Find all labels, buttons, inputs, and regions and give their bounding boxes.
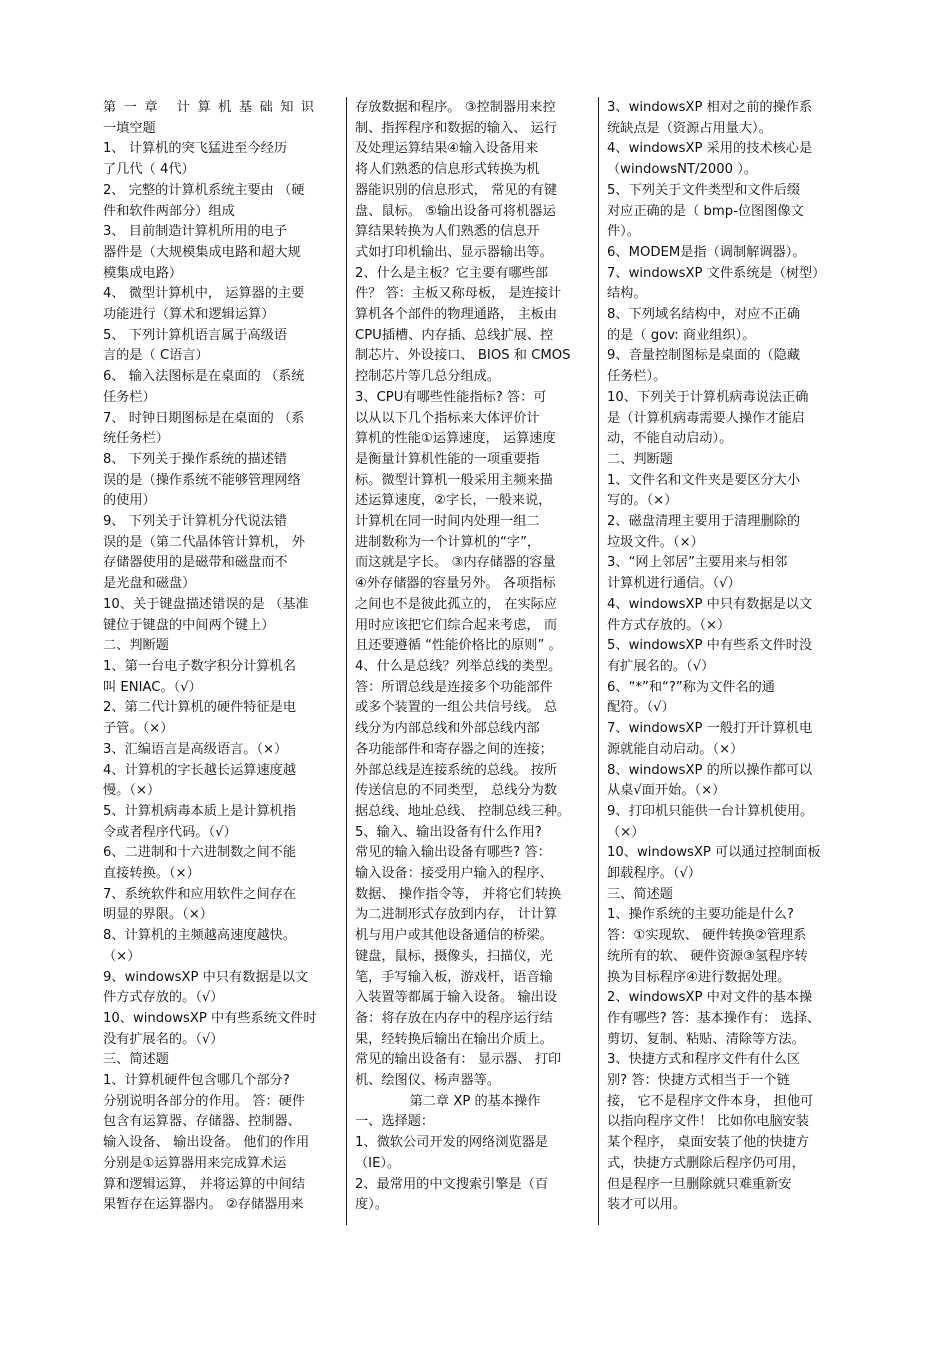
text-line: 卸载程序。（√） xyxy=(607,866,702,882)
text-line: 6、 输入法图标是在桌面的 （系统 xyxy=(103,369,305,385)
text-line: 7、windowsXP 一般打开计算机电 xyxy=(607,721,813,737)
text-line: 的是（ gov: 商业组织）。 xyxy=(607,327,756,343)
text-line: 2、第二代计算机的硬件特征是电 xyxy=(103,700,297,716)
text-line: 机、绘图仪、杨声器等。 xyxy=(355,1073,501,1089)
text-line: 是光盘和磁盘） xyxy=(103,576,196,592)
text-line: 式，快捷方式删除后程序仍可用， xyxy=(607,1155,805,1171)
text-line: 配符。（√） xyxy=(607,700,675,716)
text-line: 子管。（×） xyxy=(103,721,174,737)
text-line: 4、windowsXP 采用的技术核心是 xyxy=(607,141,813,157)
text-line: 8、windowsXP 的所以操作都可以 xyxy=(607,762,813,778)
text-line: 10、windowsXP 可以通过控制面板 xyxy=(607,845,821,861)
text-line: 三、简述题 xyxy=(607,886,673,902)
text-line: 但是程序一旦删除就只难重新安 xyxy=(607,1176,792,1192)
text-line: 8、下列域名结构中，对应不正确 xyxy=(607,307,801,323)
text-line: 各功能部件和寄存器之间的连接； xyxy=(355,741,553,757)
text-line: 器件是（大规模集成电路和超大规 xyxy=(103,244,301,260)
text-line: 装才可以用。 xyxy=(607,1197,687,1213)
text-line: 直接转换。（×） xyxy=(103,866,200,882)
text-line: 10、下列关于计算机病毒说法正确 xyxy=(607,389,809,405)
text-line: 果暂存在运算器内。 ②存储器用来 xyxy=(103,1197,304,1213)
text-line: 第一章 计算机基础知识 xyxy=(103,100,322,115)
text-line: 误的是（操作系统不能够管理网络 xyxy=(103,472,301,488)
text-line: 5、 下列计算机语言属于高级语 xyxy=(103,327,288,343)
text-line: 以指向程序文件！ 比如你电脑安装 xyxy=(607,1114,810,1130)
text-line: 4、 微型计算机中， 运算器的主要 xyxy=(103,286,305,302)
text-line: 误的是（第二代晶体管计算机， 外 xyxy=(103,534,306,550)
text-line: 答：所谓总线是连接多个功能部件 xyxy=(355,679,553,695)
text-line: 结构。 xyxy=(607,286,647,302)
text-line: 9、音量控制图标是桌面的（隐藏 xyxy=(607,348,801,364)
text-line: 之间也不是彼此孤立的， 在实际应 xyxy=(355,596,558,612)
text-line: 8、 下列关于操作系统的描述错 xyxy=(103,451,288,467)
text-line: CPU插槽、内存插、总线扩展、控 xyxy=(355,327,554,343)
text-line: 3、CPU有哪些性能指标? 答：可 xyxy=(355,389,547,405)
text-line: 4、计算机的字长越长运算速度越 xyxy=(103,762,297,778)
text-line: 笔，手写输入板，游戏杆，语音输 xyxy=(355,969,553,985)
text-line: 键盘，鼠标，摄像头，扫描仪，光 xyxy=(355,948,553,964)
text-line: 第二章 XP 的基本操作 xyxy=(409,1093,541,1109)
text-line: 一、选择题： xyxy=(355,1114,435,1130)
text-line: 令或者程序代码。（√） xyxy=(103,824,237,840)
text-line: 二、判断题 xyxy=(103,638,169,654)
text-column-3 xyxy=(607,98,841,1216)
text-line: 1、操作系统的主要功能是什么? xyxy=(607,907,794,923)
text-line: 或多个装置的一组公共信号线。 总 xyxy=(355,700,558,716)
text-line: 件和软件两部分）组成 xyxy=(103,203,235,219)
text-line: 度）。 xyxy=(355,1197,388,1213)
text-line: 10、windowsXP 中有些系统文件时 xyxy=(103,1010,317,1026)
text-line: 是（计算机病毒需要人操作才能启 xyxy=(607,410,805,426)
text-line: 存放数据和程序。 ③控制器用来控 xyxy=(355,100,556,115)
text-line: 件方式存放的。（×） xyxy=(607,617,731,633)
text-line: 标。微型计算机一般采用主频来描 xyxy=(355,472,553,488)
text-line: （IE）。 xyxy=(355,1155,401,1171)
text-line: 用时应该把它们综合起来考虑， 而 xyxy=(355,617,558,633)
text-line: 统所有的软、 硬件资源③氢程序转 xyxy=(607,948,808,964)
text-line: 1、微软公司开发的网络浏览器是 xyxy=(355,1135,549,1151)
text-line: 9、 下列关于计算机分代说法错 xyxy=(103,514,288,530)
text-line: 有扩展名的。（√） xyxy=(607,658,715,674)
text-line: 存储器使用的是磁带和磁盘而不 xyxy=(103,555,288,571)
text-line: 某个程序， 桌面安装了他的快捷方 xyxy=(607,1135,810,1151)
text-line: 分别是①运算器用来完成算术运 xyxy=(103,1155,287,1171)
text-line: 答：①实现软、 硬件转换②管理系 xyxy=(607,928,807,944)
text-line: 而这就是字长。 ③内存储器的容量 xyxy=(355,555,556,571)
text-line: 统任务栏） xyxy=(103,431,169,447)
text-line: 1、第一台电子数字积分计算机名 xyxy=(103,658,297,674)
text-line: 3、“网上邻居”主要用来与相邻 xyxy=(607,555,788,571)
text-line: 算机各个部件的物理通路， 主板由 xyxy=(355,307,558,323)
text-line: 及处理运算结果④输入设备用来 xyxy=(355,141,539,157)
text-line: 以从以下几个指标来大体评价计 xyxy=(355,410,540,426)
text-column-1 xyxy=(103,98,339,1216)
text-line: 常见的输入输出设备有哪些? 答： xyxy=(355,845,551,861)
text-line: 据总线、地址总线、 控制总线三种。 xyxy=(355,803,571,819)
text-line: 件）。 xyxy=(607,224,640,240)
text-line: 8、计算机的主频越高速度越快。 xyxy=(103,928,297,944)
text-line: 2、什么是主板？它主要有哪些部 xyxy=(355,265,549,281)
text-line: 进制数称为一个计算机的“字”， xyxy=(355,534,541,550)
text-line: 3、汇编语言是高级语言。（×） xyxy=(103,741,288,757)
text-line: 数据、 操作指令等， 并将它们转换 xyxy=(355,886,562,902)
text-line: 剪切、复制、粘贴、清除等方法。 xyxy=(607,1031,805,1047)
text-line: 任务栏）。 xyxy=(607,369,667,385)
text-line: 外部总线是连接系统的总线。 按所 xyxy=(355,762,558,778)
text-line: 计算机进行通信。（√） xyxy=(607,576,741,592)
text-line: 功能进行（算术和逻辑运算） xyxy=(103,307,275,323)
text-line: ④外存储器的容量另外。 各项指标 xyxy=(355,576,556,592)
text-line: 模集成电路） xyxy=(103,265,183,281)
text-line: 3、 目前制造计算机所用的电子 xyxy=(103,224,288,240)
text-line: 3、windowsXP 相对之前的操作系 xyxy=(607,100,813,115)
text-line: 4、什么是总线？列举总线的类型。 xyxy=(355,658,562,674)
text-line: 7、系统软件和应用软件之间存在 xyxy=(103,886,297,902)
text-line: 5、计算机病毒本质上是计算机指 xyxy=(103,803,297,819)
text-line: 述运算速度，②字长，一般来说， xyxy=(355,493,552,509)
text-line: 盘、鼠标。 ⑤输出设备可将机器运 xyxy=(355,203,556,219)
text-line: 1、文件名和文件夹是要区分大小 xyxy=(607,472,801,488)
text-line: 1、 计算机的突飞猛进至今经历 xyxy=(103,141,288,157)
text-line: 2、最常用的中文搜索引擎是（百 xyxy=(355,1176,549,1192)
text-line: 2、磁盘清理主要用于清理删除的 xyxy=(607,514,801,530)
text-line: 慢。（×） xyxy=(103,783,161,799)
text-line: 包含有运算器、存储器、控制器、 xyxy=(103,1114,301,1130)
column-divider-1 xyxy=(346,97,347,1225)
text-line: （×） xyxy=(103,948,141,964)
text-line: 了几代（ 4代） xyxy=(103,162,195,178)
text-line: 6、MODEM是指（调制解调器）。 xyxy=(607,244,806,260)
text-line: 垃圾文件。（×） xyxy=(607,534,704,550)
text-line: 源就能自动启动。（×） xyxy=(607,741,744,757)
text-line: 写的。（×） xyxy=(607,493,678,509)
text-line: 任务栏） xyxy=(103,389,156,405)
text-line: 传送信息的不同类型， 总线分为数 xyxy=(355,783,558,799)
text-line: 别? 答：快捷方式相当于一个链 xyxy=(607,1073,790,1089)
text-line: 2、 完整的计算机系统主要由 （硬 xyxy=(103,182,305,198)
text-line: 件方式存放的。（√） xyxy=(103,990,224,1006)
text-line: 6、“*”和“?”称为文件名的通 xyxy=(607,679,775,695)
text-line: 10、关于键盘描述错误的是 （基准 xyxy=(103,596,309,612)
text-line: 算结果转换为人们熟悉的信息开 xyxy=(355,224,540,240)
text-line: 对应正确的是（ bmp-位图图像文 xyxy=(607,203,804,219)
text-line: 且还要遵循 “性能价格比的原则” 。 xyxy=(355,638,562,654)
text-line: 线分为内部总线和外部总线内部 xyxy=(355,721,540,737)
text-line: 器能识别的信息形式， 常见的有键 xyxy=(355,182,558,198)
text-line: 接， 它不是程序文件本身， 担他可 xyxy=(607,1093,814,1109)
text-line: 果，经转换后输出在输出介质上。 xyxy=(355,1031,553,1047)
text-line: 3、快捷方式和程序文件有什么区 xyxy=(607,1052,801,1068)
text-line: 换为目标程序④进行数据处理。 xyxy=(607,969,791,985)
text-line: 统缺点是（资源占用量大）。 xyxy=(607,120,772,136)
text-line: 5、输入、输出设备有什么作用? xyxy=(355,824,542,840)
text-line: 常见的输出设备有： 显示器、 打印 xyxy=(355,1052,562,1068)
text-line: 机与用户或其他设备通信的桥梁。 xyxy=(355,928,553,944)
text-line: 分别说明各部分的作用。 答：硬件 xyxy=(103,1093,306,1109)
text-line: 2、windowsXP 中对文件的基本操 xyxy=(607,990,813,1006)
text-line: 7、 时钟日期图标是在桌面的 （系 xyxy=(103,410,305,426)
text-line: 的使用） xyxy=(103,493,156,509)
text-line: 9、windowsXP 中只有数据是以文 xyxy=(103,969,309,985)
text-line: 控制芯片等几总分组成。 xyxy=(355,369,501,385)
text-line: 算和逻辑运算， 并将运算的中间结 xyxy=(103,1176,306,1192)
text-line: 5、windowsXP 中有些系文件时没 xyxy=(607,638,813,654)
text-line: （×） xyxy=(607,824,645,840)
text-line: 明显的界限。（×） xyxy=(103,907,213,923)
text-line: 备：将存放在内存中的程序运行结 xyxy=(355,1010,553,1026)
text-line: 三、简述题 xyxy=(103,1052,169,1068)
column-divider-2 xyxy=(598,97,599,1225)
text-line: （windowsNT/2000 ）。 xyxy=(607,162,757,178)
text-line: 4、windowsXP 中只有数据是以文 xyxy=(607,596,813,612)
text-line: 9、打印机只能供一台计算机使用。 xyxy=(607,803,814,819)
text-line: 7、windowsXP 文件系统是（树型） xyxy=(607,265,826,281)
text-line: 式如打印机输出、显示器输出等。 xyxy=(355,244,553,260)
text-line: 言的是（ C语言） xyxy=(103,348,209,364)
text-line: 作有哪些? 答：基本操作有： 选择、 xyxy=(607,1010,821,1026)
text-line: 是衡量计算机性能的一项重要指 xyxy=(355,451,540,467)
text-column-2 xyxy=(355,98,595,1216)
text-line: 6、二进制和十六进制数之间不能 xyxy=(103,845,297,861)
text-line: 从桌√面开始。（×） xyxy=(607,783,726,799)
text-line: 制、指挥程序和数据的输入、 运行 xyxy=(355,120,558,136)
text-line: 制芯片、外设接口、 BIOS 和 CMOS xyxy=(355,348,571,364)
text-line: 二、判断题 xyxy=(607,451,673,467)
text-line: 输入设备、 输出设备。 他们的作用 xyxy=(103,1135,310,1151)
text-line: 动，不能自动启动）。 xyxy=(607,431,733,447)
text-line: 将人们熟悉的信息形式转换为机 xyxy=(355,162,540,178)
text-line: 算机的性能①运算速度， 运算速度 xyxy=(355,431,556,447)
text-line: 件？ 答：主板又称母板， 是连接计 xyxy=(355,286,562,302)
text-line: 一填空题 xyxy=(103,120,156,136)
text-line: 输入设备：接受用户输入的程序、 xyxy=(355,866,553,882)
text-line: 计算机在同一时间内处理一组二 xyxy=(355,514,540,530)
text-line: 叫 ENIAC。（√） xyxy=(103,679,202,695)
text-line: 为二进制形式存放到内存， 计计算 xyxy=(355,907,558,923)
text-line: 入装置等都属于输入设备。 输出设 xyxy=(355,990,558,1006)
text-line: 键位于键盘的中间两个键上） xyxy=(103,617,275,633)
text-line: 1、计算机硬件包含哪几个部分? xyxy=(103,1073,290,1089)
text-line: 5、下列关于文件类型和文件后缀 xyxy=(607,182,801,198)
text-line: 没有扩展名的。（√） xyxy=(103,1031,224,1047)
